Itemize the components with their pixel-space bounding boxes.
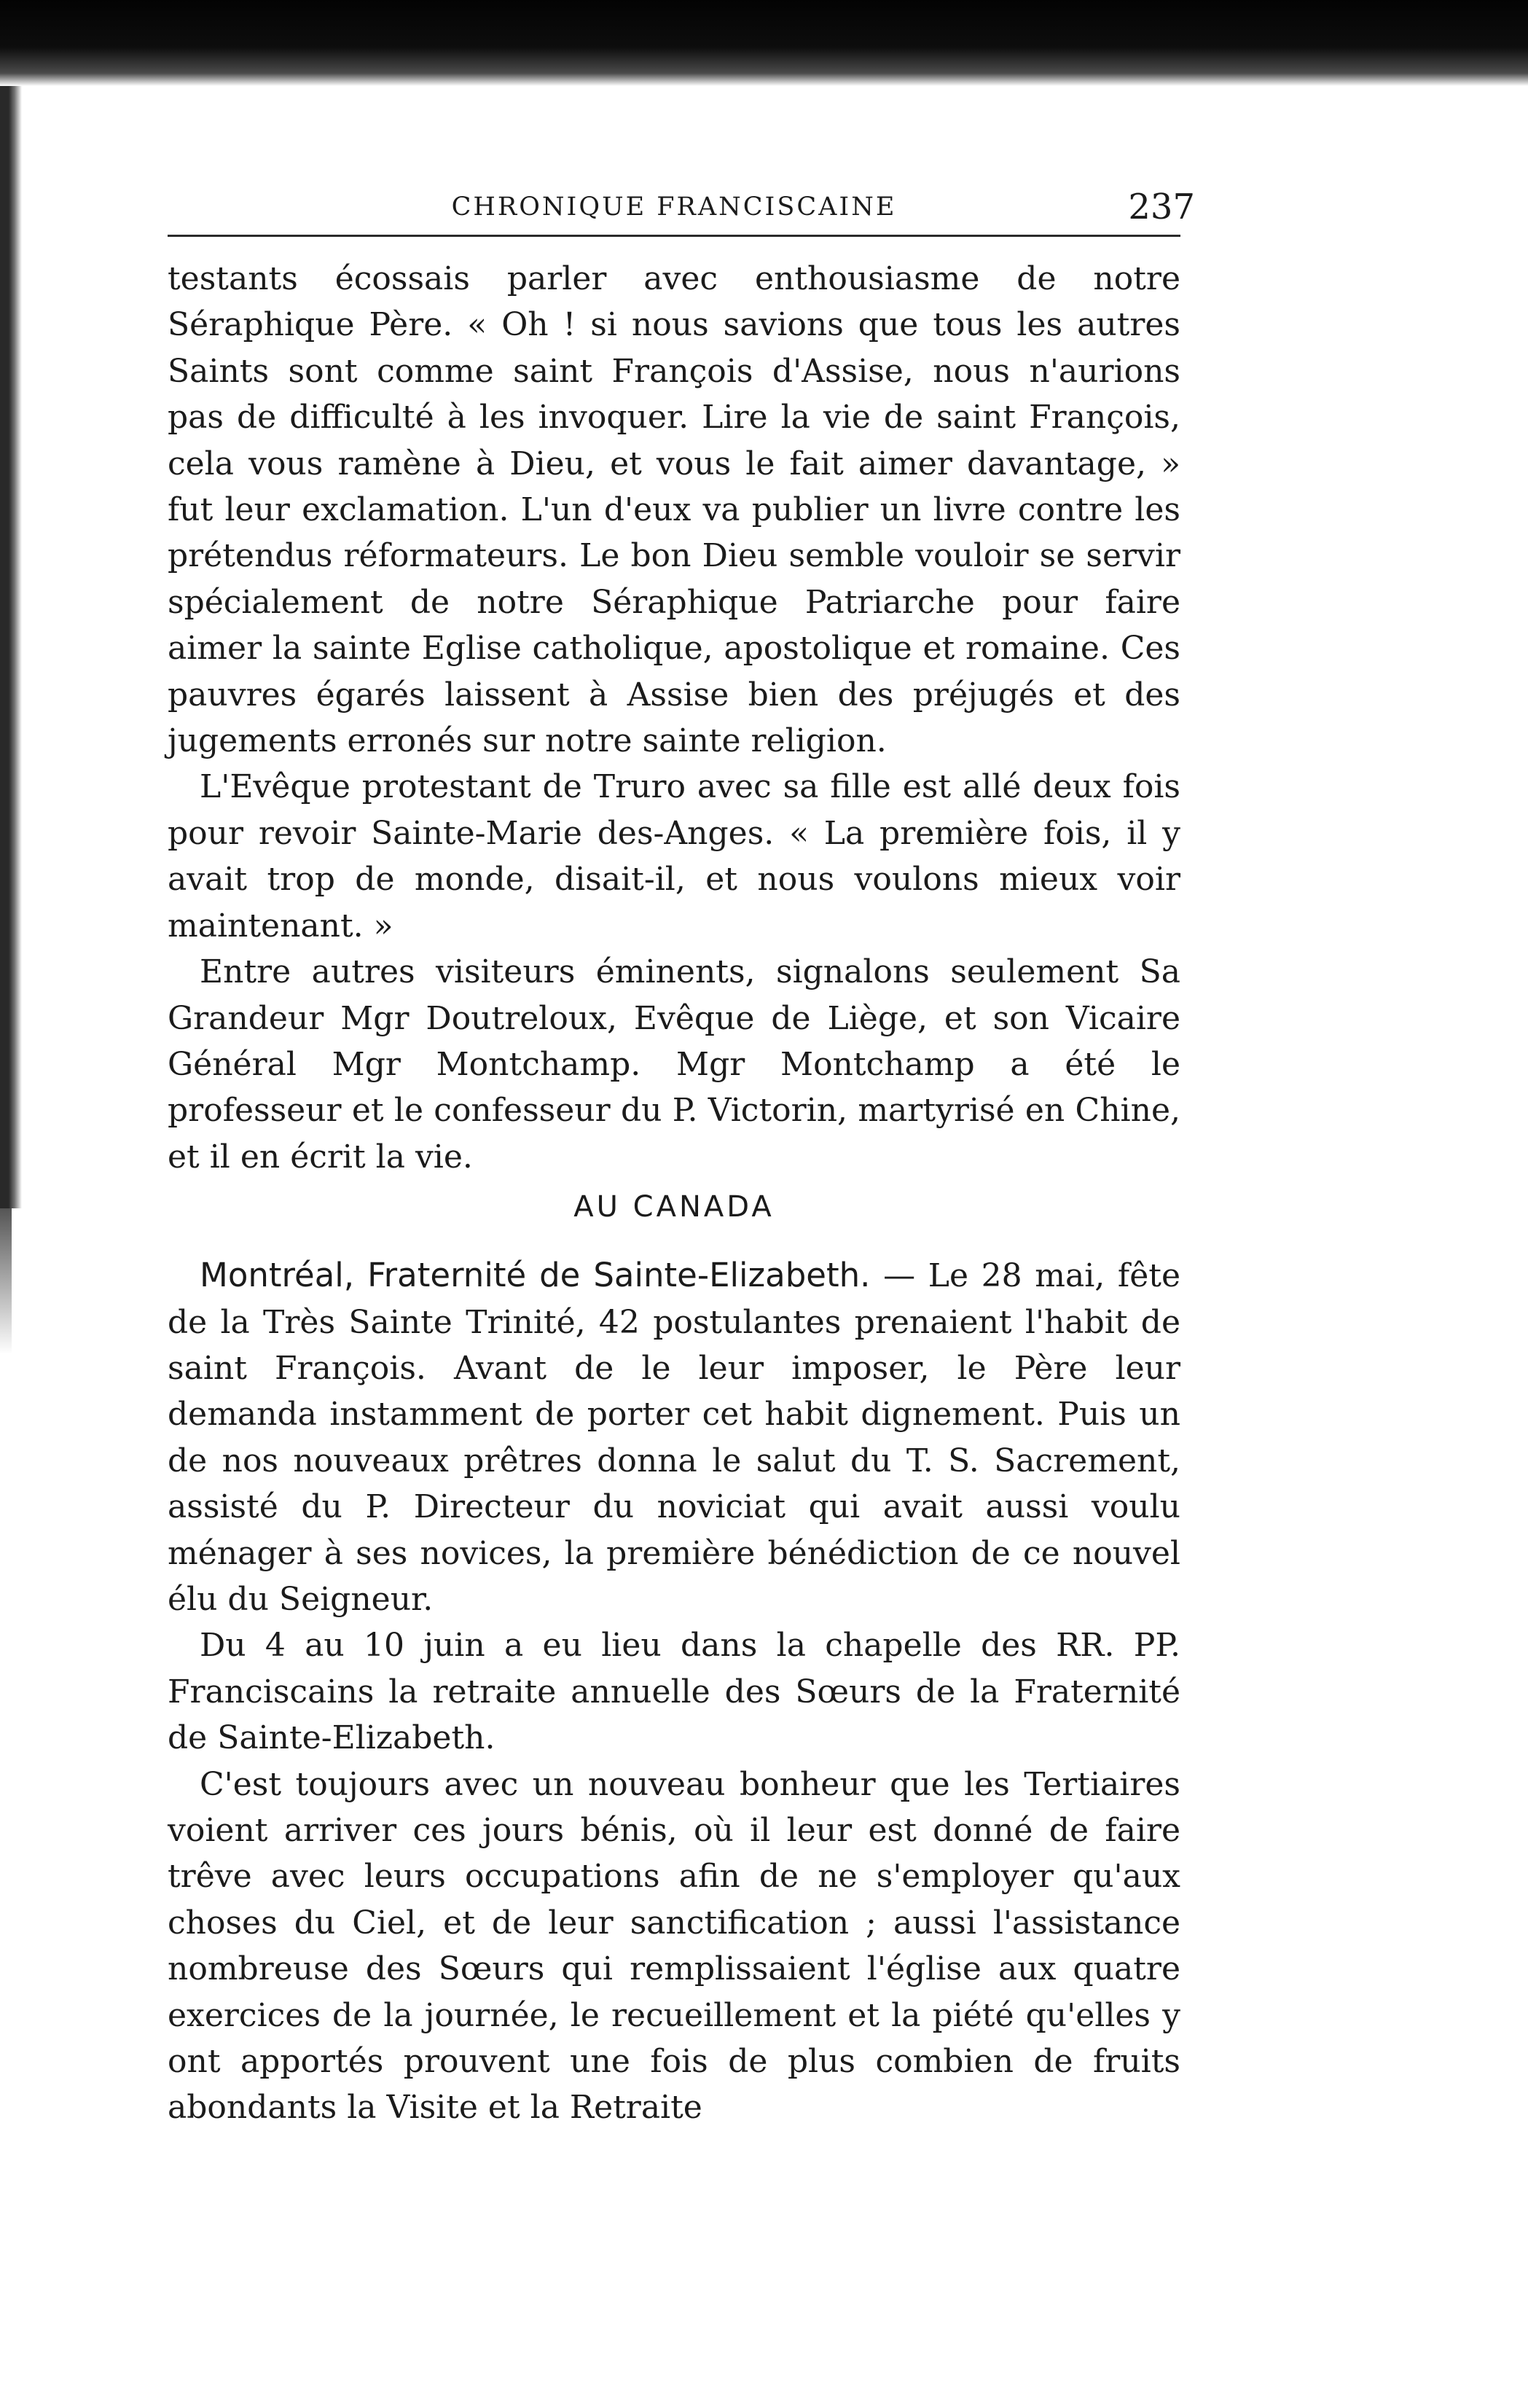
paragraph: C'est toujours avec un nouveau bonheur que les Tertiaires voient arriver ces jours bénis, où il leur est donné de faire trêve avec leurs occupations afin de ne s'employer qu'aux choses du Ciel, et de leur sanctification ; aussi l'assistance nombreuse des Sœurs qui remplissaient l'église aux quatre exercices de la journée, le recueillement et la piété qu'elles y ont apportés prouvent une fois de plus combien de fruits abondants la Visite et la Retraite — [168, 1765, 1180, 2127]
book-page — [168, 173, 1195, 2131]
paragraph: Du 4 au 10 juin a eu lieu dans la chapelle des RR. PP. Franciscains la retraite annuelle des Sœurs de la Fraternité de Sainte-Elizabeth. — [168, 1627, 1180, 1757]
paragraph — [168, 1252, 1180, 1622]
section-heading: AU CANADA — [573, 1190, 775, 1224]
paragraph: Entre autres visiteurs éminents, signalons seulement Sa Grandeur Mgr Doutreloux, Evêque de Liège, et son Vicaire Général Mgr Montchamp. Mgr Montchamp a été le professeur et le confesseur du P. Victorin, martyrisé en Chine, et il en écrit la vie. — [168, 953, 1180, 1176]
running-head — [168, 173, 1195, 237]
scan-left-border-fade — [0, 1208, 12, 1354]
page-number: 237 — [1128, 187, 1195, 227]
subheading: Montréal, Fraternité de Sainte-Elizabeth. — [200, 1256, 871, 1295]
running-title: CHRONIQUE FRANCISCAINE — [451, 192, 897, 222]
scan-left-border — [0, 86, 22, 1208]
paragraph: L'Evêque protestant de Truro avec sa fille est allé deux fois pour revoir Sainte-Marie des-Anges. « La première fois, il y avait trop de monde, disait-il, et nous voulons mieux voir maintenant. » — [168, 768, 1180, 945]
page-body — [168, 256, 1180, 2131]
paragraph-text: — Le 28 mai, fête de la Très Sainte Trinité, 42 postulantes prenaient l'habit de saint François. Avant de le leur imposer, le Père leur demanda instamment de porter cet habit dignement. Puis un de nos nouveaux prêtres donna le salut du T. S. Sacrement, assisté du P. Directeur du noviciat qui avait aussi voulu ménager à ses novices, la première bénédiction de ce nouvel élu du Seigneur. — [168, 1257, 1180, 1618]
scan-top-border — [0, 0, 1528, 86]
paragraph: testants écossais parler avec enthousiasme de notre Séraphique Père. « Oh ! si nous savions que tous les autres Saints sont comme saint François d'Assise, nous n'aurions pas de difficulté à les invoquer. Lire la vie de saint François, cela vous ramène à Dieu, et vous le fait aimer davantage, » fut leur exclamation. L'un d'eux va publier un livre contre les prétendus réformateurs. Le bon Dieu semble vouloir se servir spécialement de notre Séraphique Patriarche pour faire aimer la sainte Eglise catholique, apostolique et romaine. Ces pauvres égarés laissent à Assise bien des préjugés et des jugements erronés sur notre sainte religion. — [168, 260, 1180, 760]
